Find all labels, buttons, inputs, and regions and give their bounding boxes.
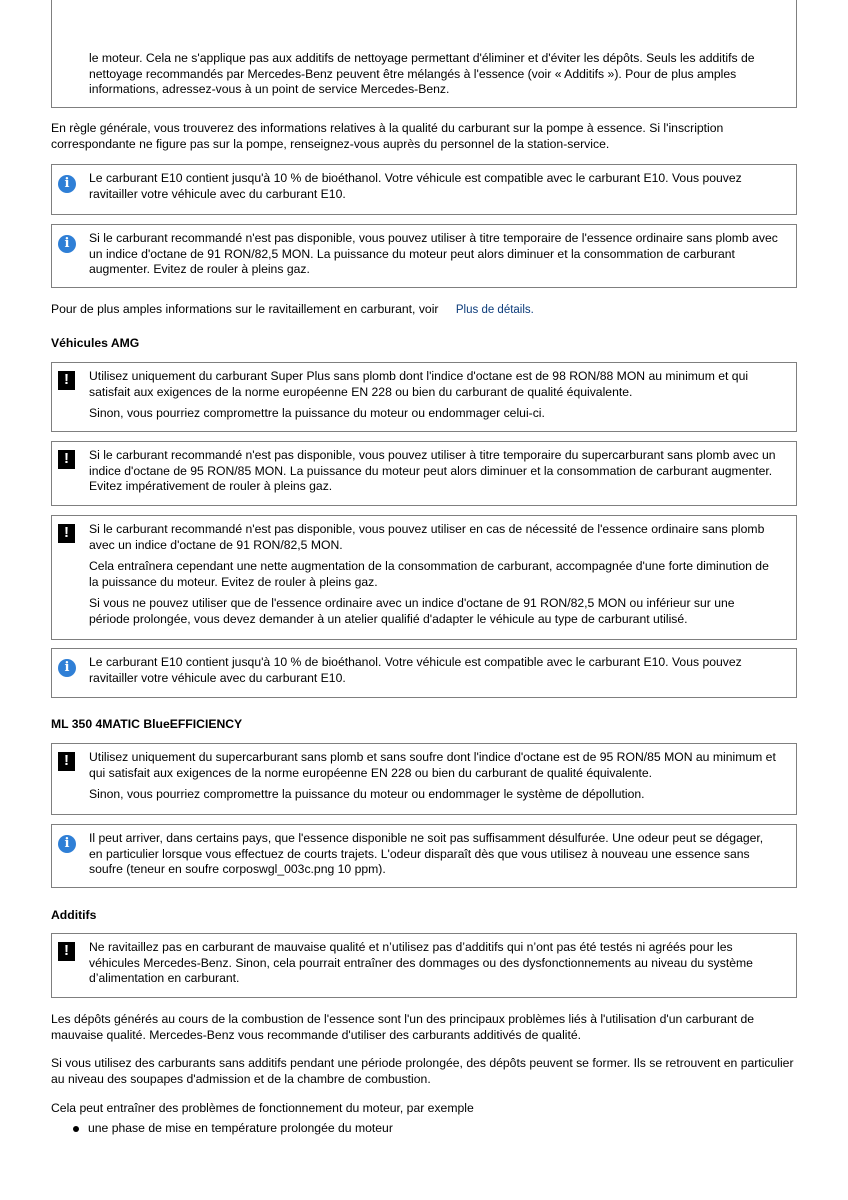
warning-icon: ! [58,942,75,961]
warning-text: Utilisez uniquement du carburant Super Plus sans plomb dont l'indice d'octane est de 98 RON/88 MON au minimum et qui satisfait aux exigences de la norme européenne EN 228 ou bien du carburant de qualité équivalente. [89,369,749,399]
info-icon: i [58,175,76,193]
warning-box-amg-temporary [51,441,797,506]
warning-text: Ne ravitaillez pas en carburant de mauvaise qualité et n’utilisez pas d’additifs qui n’ont pas été testés ni agréés pour les véhicules Mercedes-Benz. Sinon, cela pourrait entraîner des dommages ou des dysfonctionnements au niveau du système d’alimentation en carburant. [89,940,753,985]
warning-text: Si le carburant recommandé n'est pas disponible, vous pouvez utiliser en cas de nécessité de l'essence ordinaire sans plomb avec un indice d'octane de 91 RON/82,5 MON. [89,522,765,552]
warning-icon: ! [58,524,75,543]
warning-box-additifs [51,933,797,998]
bullet-list [51,1121,797,1137]
warning-box-ml350 [51,743,797,815]
note-box-continued [51,0,797,108]
warning-icon: ! [58,371,75,390]
info-box-e10 [51,164,797,215]
info-text: Le carburant E10 contient jusqu'à 10 % de bioéthanol. Votre véhicule est compatible avec le carburant E10. Vous pouvez ravitailler votre véhicule avec du carburant E10. [89,655,742,685]
warning-text: Sinon, vous pourriez compromettre la puissance du moteur ou endommager le système de dépollution. [89,787,645,801]
info-text: Le carburant E10 contient jusqu'à 10 % de bioéthanol. Votre véhicule est compatible avec le carburant E10. Vous pouvez ravitailler votre véhicule avec du carburant E10. [89,171,742,201]
info-text: Il peut arriver, dans certains pays, que l'essence disponible ne soit pas suffisamment désulfurée. Une odeur peut se dégager, en particulier lorsque vous effectuez de courts trajets. L'odeur disparaît dès que vous utilisez à nouveau une essence sans soufre (teneur en soufre corposwgl_003c.png 10 ppm). [89,831,764,876]
warning-text: Sinon, vous pourriez compromettre la puissance du moteur ou endommager celui-ci. [89,406,545,420]
paragraph-refuel [51,302,797,319]
info-box-e10-amg [51,648,797,698]
note-text: le moteur. Cela ne s'applique pas aux additifs de nettoyage permettant d'éliminer et d'éviter les dépôts. Seuls les additifs de nettoyage recommandés par Mercedes-Benz peuvent être mélangés à l'essence (voir « Additifs »). Pour de plus amples informations, adressez-vous à un point de service Mercedes-Benz. [89,51,755,96]
warning-icon: ! [58,752,75,771]
info-text: Si le carburant recommandé n'est pas disponible, vous pouvez utiliser à titre temporaire de l'essence ordinaire sans plomb avec un indice d'octane de 91 RON/82,5 MON. La puissance du moteur peut alors diminuer et la consommation de carburant augmenter. Evitez de rouler à pleins gaz. [89,231,778,276]
list-item: une phase de mise en température prolongée du moteur [51,1121,797,1137]
paragraph-fuel-quality: En règle générale, vous trouverez des informations relatives à la qualité du carburant sur la pompe à essence. Si l'inscription correspondante ne figure pas sur la pompe, renseignez-vous auprès du personnel de la station-service. [51,121,724,151]
info-icon: i [58,235,76,253]
heading-ml350: ML 350 4MATIC BlueEFFICIENCY [51,717,243,731]
info-box-recommended-fuel [51,224,797,288]
paragraph-no-additives: Si vous utilisez des carburants sans additifs pendant une période prolongée, des dépôts peuvent se former. Ils se retrouvent en particulier au niveau des soupapes d'admission et de la chambre de combustion. [51,1056,794,1086]
info-box-sulfur [51,824,797,888]
link-period: . [530,304,534,316]
paragraph-deposits: Les dépôts générés au cours de la combustion de l'essence sont l'un des principaux problèmes liés à l'utilisation d'un carburant de mauvaise qualité. Mercedes-Benz vous recommande d'utiliser des carburants additivés de qualité. [51,1012,755,1042]
paragraph-engine-problems: Cela peut entraîner des problèmes de fonctionnement du moteur, par exemple [51,1101,474,1115]
details-link[interactable]: Plus de détails [455,304,531,316]
warning-box-amg-super-plus [51,362,797,432]
heading-additifs: Additifs [51,908,97,922]
info-icon: i [58,835,76,853]
info-icon: i [58,659,76,677]
warning-text: Utilisez uniquement du supercarburant sans plomb et sans soufre dont l'indice d'octane est de 95 RON/85 MON au minimum et qui satisfait aux exigences de la norme européenne EN 228 ou bien du carburant de qualité équivalente. [89,750,776,780]
warning-box-amg-regular-fuel [51,515,797,640]
heading-amg: Véhicules AMG [51,336,140,350]
paragraph-text: Pour de plus amples informations sur le ravitaillement en carburant, voir [51,302,439,316]
warning-text: Si le carburant recommandé n'est pas disponible, vous pouvez utiliser à titre temporaire du supercarburant sans plomb avec un indice d'octane de 95 RON/85 MON. La puissance du moteur peut alors diminuer et la consommation de carburant augmenter. Evitez impérativement de rouler à pleins gaz. [89,448,776,493]
warning-text: Si vous ne pouvez utiliser que de l'essence ordinaire avec un indice d'octane de 91 RON/82,5 MON ou inférieur sur une période prolongée, vous devez demander à un atelier qualifié d'adapter le véhicule au type de carburant utilisé. [89,596,735,626]
warning-icon: ! [58,450,75,469]
warning-text: Cela entraînera cependant une nette augmentation de la consommation de carburant, accompagnée d'une forte diminution de la puissance du moteur. Evitez de rouler à pleins gaz. [89,559,769,589]
